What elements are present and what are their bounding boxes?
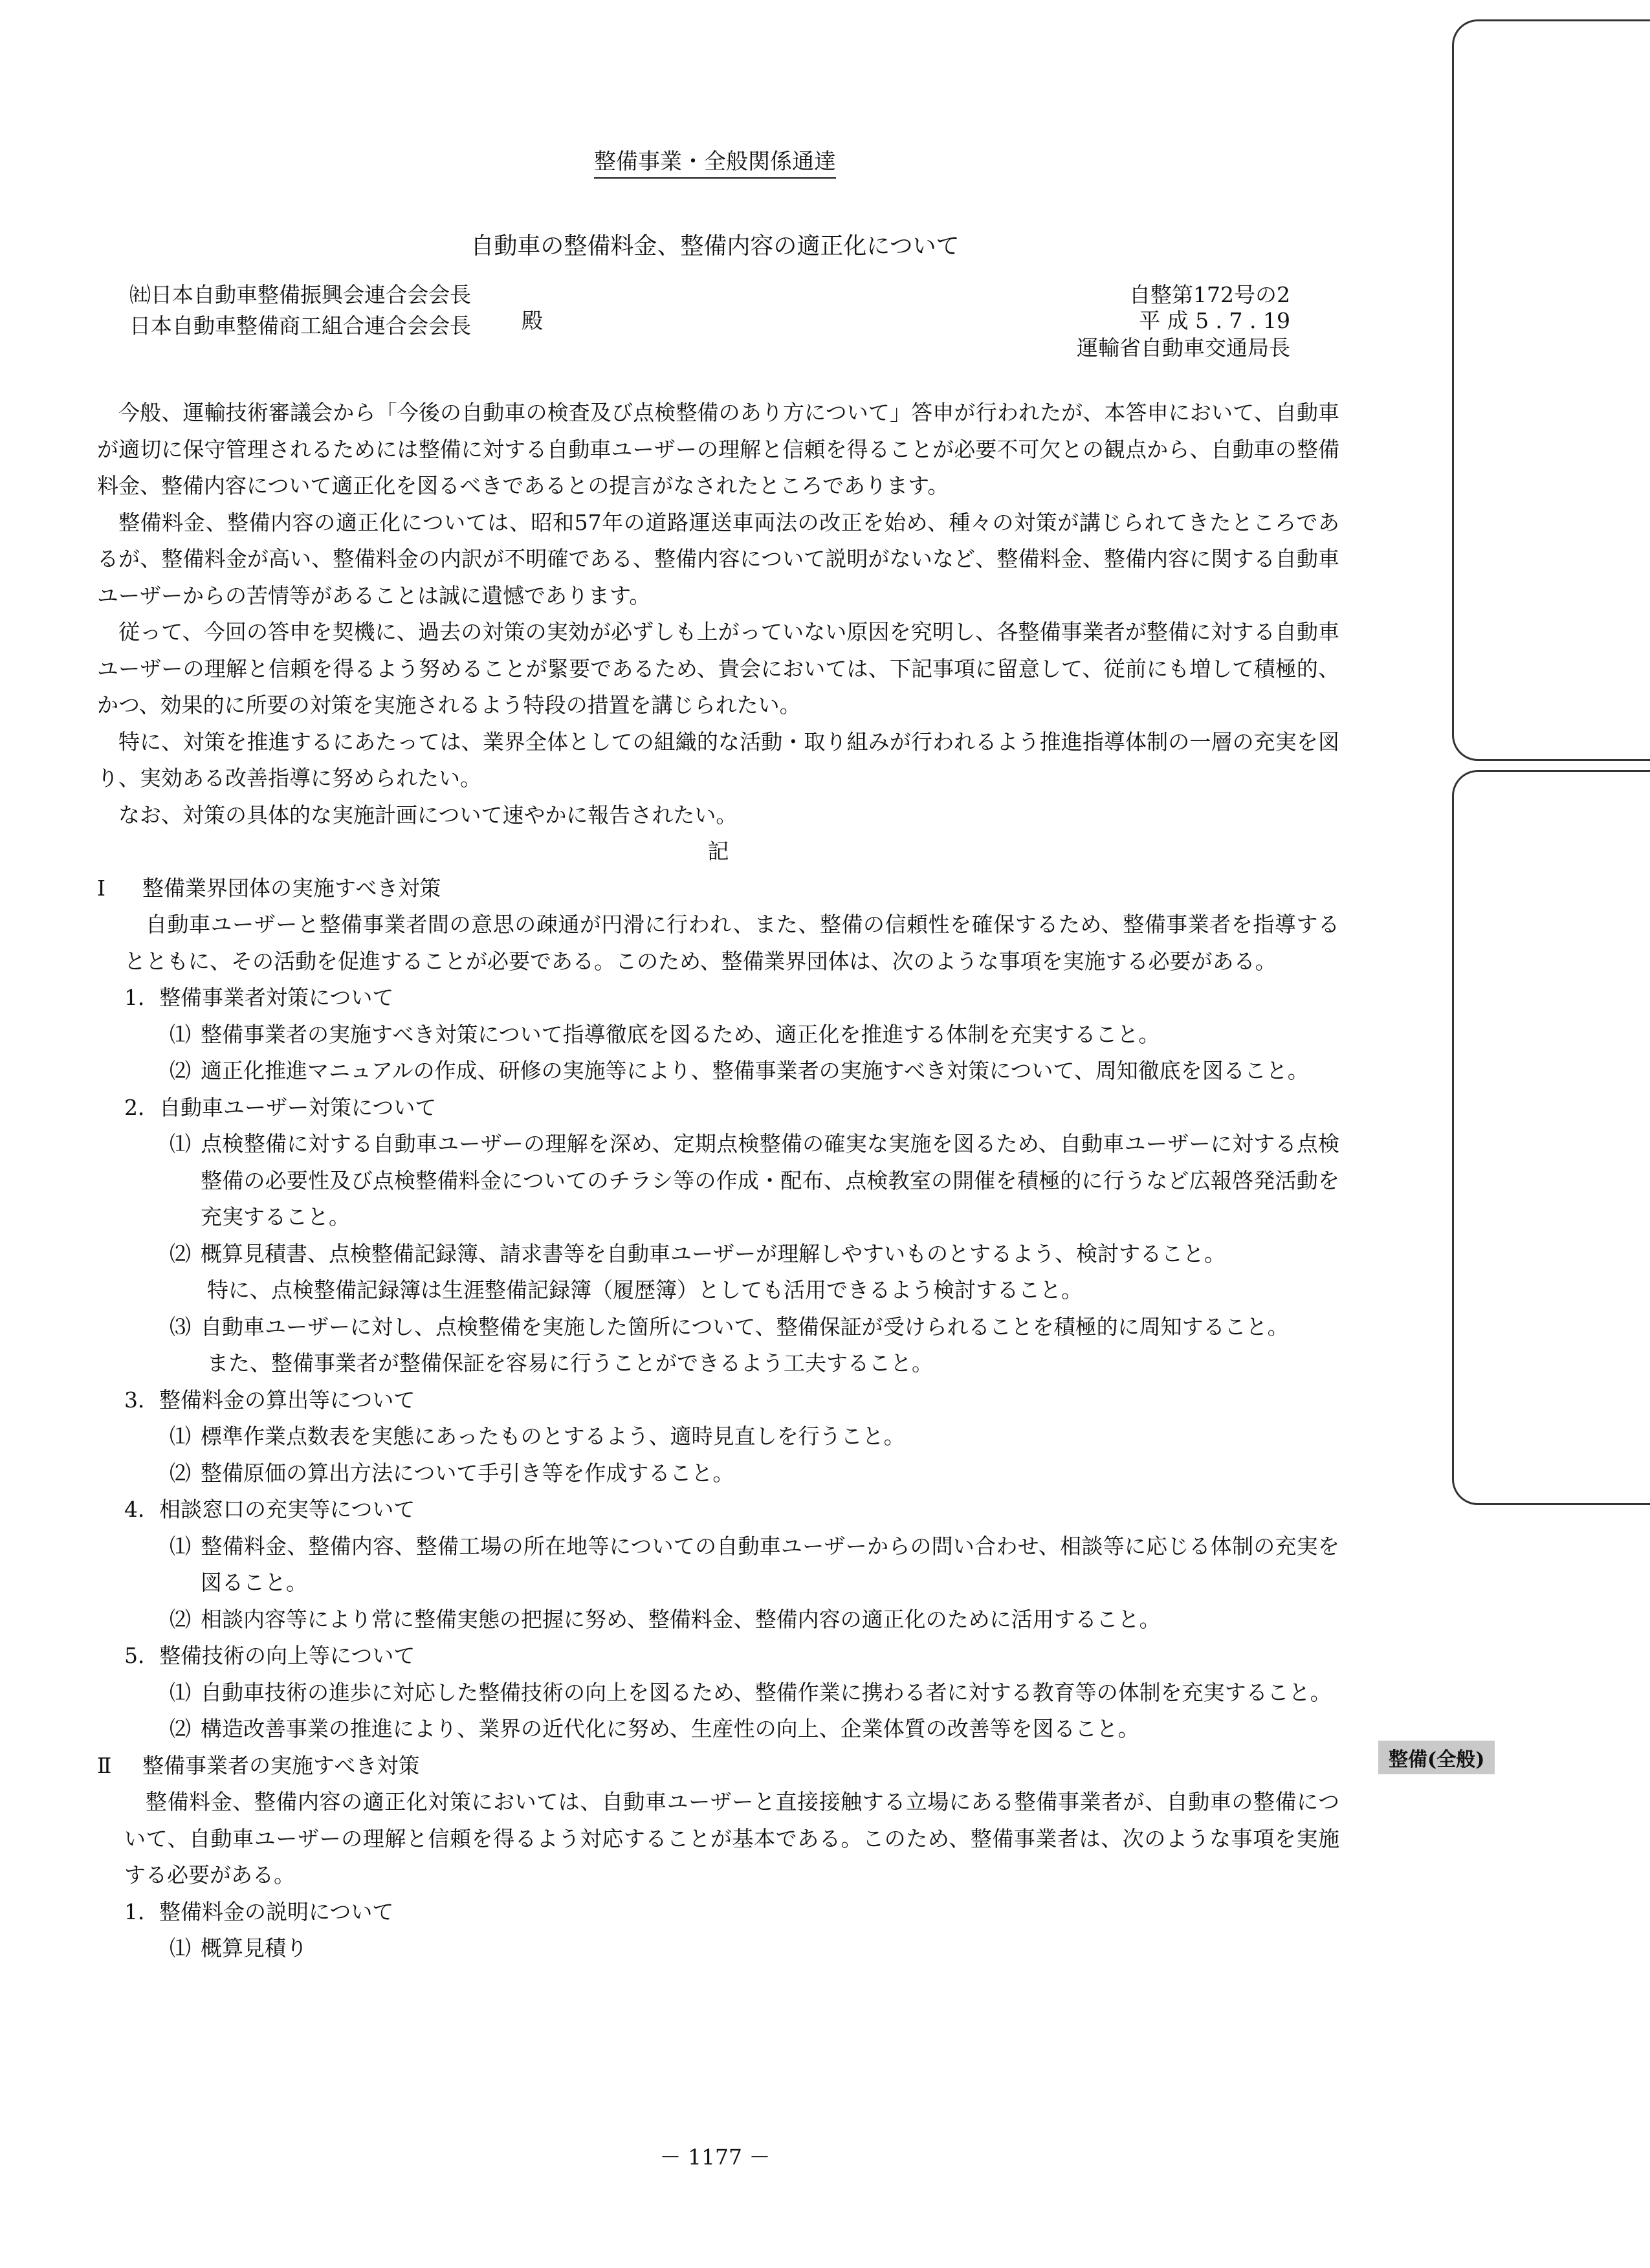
subsection-heading: 1．整備事業者対策について <box>124 985 394 1010</box>
list-item <box>170 1418 1339 1455</box>
item-text: 整備原価の算出方法について手引き等を作成すること。 <box>201 1460 734 1486</box>
honorific: 殿 <box>522 308 543 333</box>
section-number: Ⅱ <box>97 1752 112 1778</box>
subsection-heading: 4．相談窓口の充実等について <box>124 1497 415 1522</box>
subsection-heading: 1．整備料金の説明について <box>124 1899 394 1924</box>
list-item <box>170 1236 1339 1273</box>
binder-bracket-top <box>1452 19 1650 761</box>
item-text: 自動車ユーザーに対し、点検整備を実施した箇所について、整備保証が受けられることを積極的に周知すること。 <box>201 1314 1289 1339</box>
list-item <box>170 1455 1339 1492</box>
item-continuation: また、整備事業者が整備保証を容易に行うことができるよう工夫すること。 <box>207 1350 933 1376</box>
addressee-1: ㈳日本自動車整備振興会連合会会長 <box>129 282 471 307</box>
item-number: ⑴ <box>170 1424 191 1449</box>
item-text: 点検整備に対する自動車ユーザーの理解を深め、定期点検整備の確実な実施を図るため、自動車ユーザーに対する点検整備の必要性及び点検整備料金についてのチラシ等の作成・配布、点検教室の開催を積極的に行うなど広報啓発活動を充実すること。 <box>201 1131 1339 1229</box>
list-item <box>170 1602 1339 1638</box>
item-number: ⑴ <box>170 1679 191 1705</box>
document-date: 平 成 5 . 7 . 19 <box>1139 308 1290 333</box>
list-item <box>170 1675 1339 1712</box>
category-label: 整備事業・全般関係通達 <box>594 149 836 179</box>
list-item <box>170 1528 1339 1602</box>
item-number: ⑴ <box>170 1935 191 1961</box>
section-1-heading <box>97 870 1339 907</box>
item-number: ⑴ <box>170 1131 191 1156</box>
item-number: ⑴ <box>170 1533 191 1559</box>
section-title: 整備事業者の実施すべき対策 <box>142 1752 420 1778</box>
addressee-2: 日本自動車整備商工組合連合会会長 <box>129 313 471 338</box>
intro-paragraph: 特に、対策を推進するにあたっては、業界全体としての組織的な活動・取り組みが行われるよう推進指導体制の一層の充実を図り、実効ある改善指導に努められたい。 <box>97 729 1340 791</box>
intro-paragraph: 従って、今回の答申を契機に、過去の対策の実効が必ずしも上がっていない原因を究明し、各整備事業者が整備に対する自動車ユーザーの理解と信頼を得るよう努めることが緊要であるため、貴会においては、下記事項に留意して、従前にも増して積極的、かつ、効果的に所要の対策を実施されるよう特段の措置を講じられたい。 <box>97 619 1339 718</box>
subsection-heading: 2．自動車ユーザー対策について <box>124 1094 437 1120</box>
section-lead: 整備料金、整備内容の適正化対策においては、自動車ユーザーと直接接触する立場にある整備事業者が、自動車の整備について、自動車ユーザーの理解と信頼を得るよう対応することが基本である。このため、整備事業者は、次のような事項を実施する必要がある。 <box>124 1789 1339 1888</box>
item-text: 概算見積書、点検整備記録簿、請求書等を自動車ユーザーが理解しやすいものとするよう、検討すること。 <box>201 1240 1226 1266</box>
item-number: ⑵ <box>170 1058 191 1083</box>
list-item <box>170 1126 1339 1236</box>
item-number: ⑵ <box>170 1606 191 1632</box>
document-number: 自整第172号の2 <box>1129 282 1290 307</box>
category-heading <box>0 144 1430 175</box>
list-item <box>170 1017 1339 1053</box>
list-item <box>170 1309 1339 1346</box>
item-number: ⑵ <box>170 1460 191 1486</box>
item-number: ⑵ <box>170 1716 191 1741</box>
item-number: ⑵ <box>170 1240 191 1266</box>
section-number: Ⅰ <box>97 875 106 901</box>
intro-paragraph: なお、対策の具体的な実施計画について速やかに報告されたい。 <box>118 802 738 828</box>
item-number: ⑶ <box>170 1314 191 1339</box>
section-lead: 自動車ユーザーと整備事業者間の意思の疎通が円滑に行われ、また、整備の信頼性を確保するため、整備事業者を指導するとともに、その活動を促進することが必要である。このため、整備業界団体は、次のような事項を実施する必要がある。 <box>124 912 1339 974</box>
item-text: 概算見積り <box>201 1935 307 1961</box>
item-text: 標準作業点数表を実態にあったものとするよう、適時見直しを行うこと。 <box>201 1424 905 1449</box>
item-text: 整備事業者の実施すべき対策について指導徹底を図るため、適正化を推進する体制を充実すること。 <box>201 1021 1160 1047</box>
list-item <box>170 1711 1339 1748</box>
binder-bracket-bottom <box>1452 770 1650 1505</box>
item-number: ⑴ <box>170 1021 191 1047</box>
item-text: 自動車技術の進歩に対応した整備技術の向上を図るため、整備作業に携わる者に対する教育等の体制を充実すること。 <box>201 1679 1332 1705</box>
list-item <box>170 1930 1339 1967</box>
issuer: 運輸省自動車交通局長 <box>1077 335 1290 360</box>
intro-paragraph: 整備料金、整備内容の適正化については、昭和57年の道路運送車両法の改正を始め、種々の対策が講じられてきたところであるが、整備料金が高い、整備料金の内訳が不明確である、整備内容について説明がないなど、整備料金、整備内容に関する自動車ユーザーからの苦情等があることは誠に遺憾であります。 <box>97 509 1339 608</box>
item-text: 構造改善事業の推進により、業界の近代化に努め、生産性の向上、企業体質の改善等を図ること。 <box>201 1716 1139 1741</box>
document-body <box>97 395 1339 1967</box>
item-text: 整備料金、整備内容、整備工場の所在地等についての自動車ユーザーからの問い合わせ、相談等に応じる体制の充実を図ること。 <box>201 1533 1339 1595</box>
item-continuation: 特に、点検整備記録簿は生涯整備記録簿（履歴簿）としても活用できるよう検討すること。 <box>207 1277 1083 1303</box>
subsection-heading: 5．整備技術の向上等について <box>124 1643 415 1668</box>
subsection-heading: 3．整備料金の算出等について <box>124 1387 415 1413</box>
page-number: － 1177 － <box>659 2144 771 2170</box>
document-title: 自動車の整備料金、整備内容の適正化について <box>470 233 960 259</box>
section-title: 整備業界団体の実施すべき対策 <box>142 875 441 901</box>
list-item <box>170 1053 1339 1090</box>
item-text: 相談内容等により常に整備実態の把握に努め、整備料金、整備内容の適正化のために活用すること。 <box>201 1606 1161 1632</box>
side-index-tab: 整備(全般) <box>1378 1741 1495 1774</box>
item-text: 適正化推進マニュアルの作成、研修の実施等により、整備事業者の実施すべき対策について、周知徹底を図ること。 <box>201 1058 1309 1083</box>
section-2-heading <box>97 1748 1339 1785</box>
ki-marker: 記 <box>707 839 729 864</box>
intro-paragraph: 今般、運輸技術審議会から「今後の自動車の検査及び点検整備のあり方について」答申が行われたが、本答申において、自動車が適切に保守管理されるためには整備に対する自動車ユーザーの理解と信頼を得ることが必要不可欠との観点から、自動車の整備料金、整備内容について適正化を図るべきであるとの提言がなされたところであります。 <box>97 400 1339 498</box>
